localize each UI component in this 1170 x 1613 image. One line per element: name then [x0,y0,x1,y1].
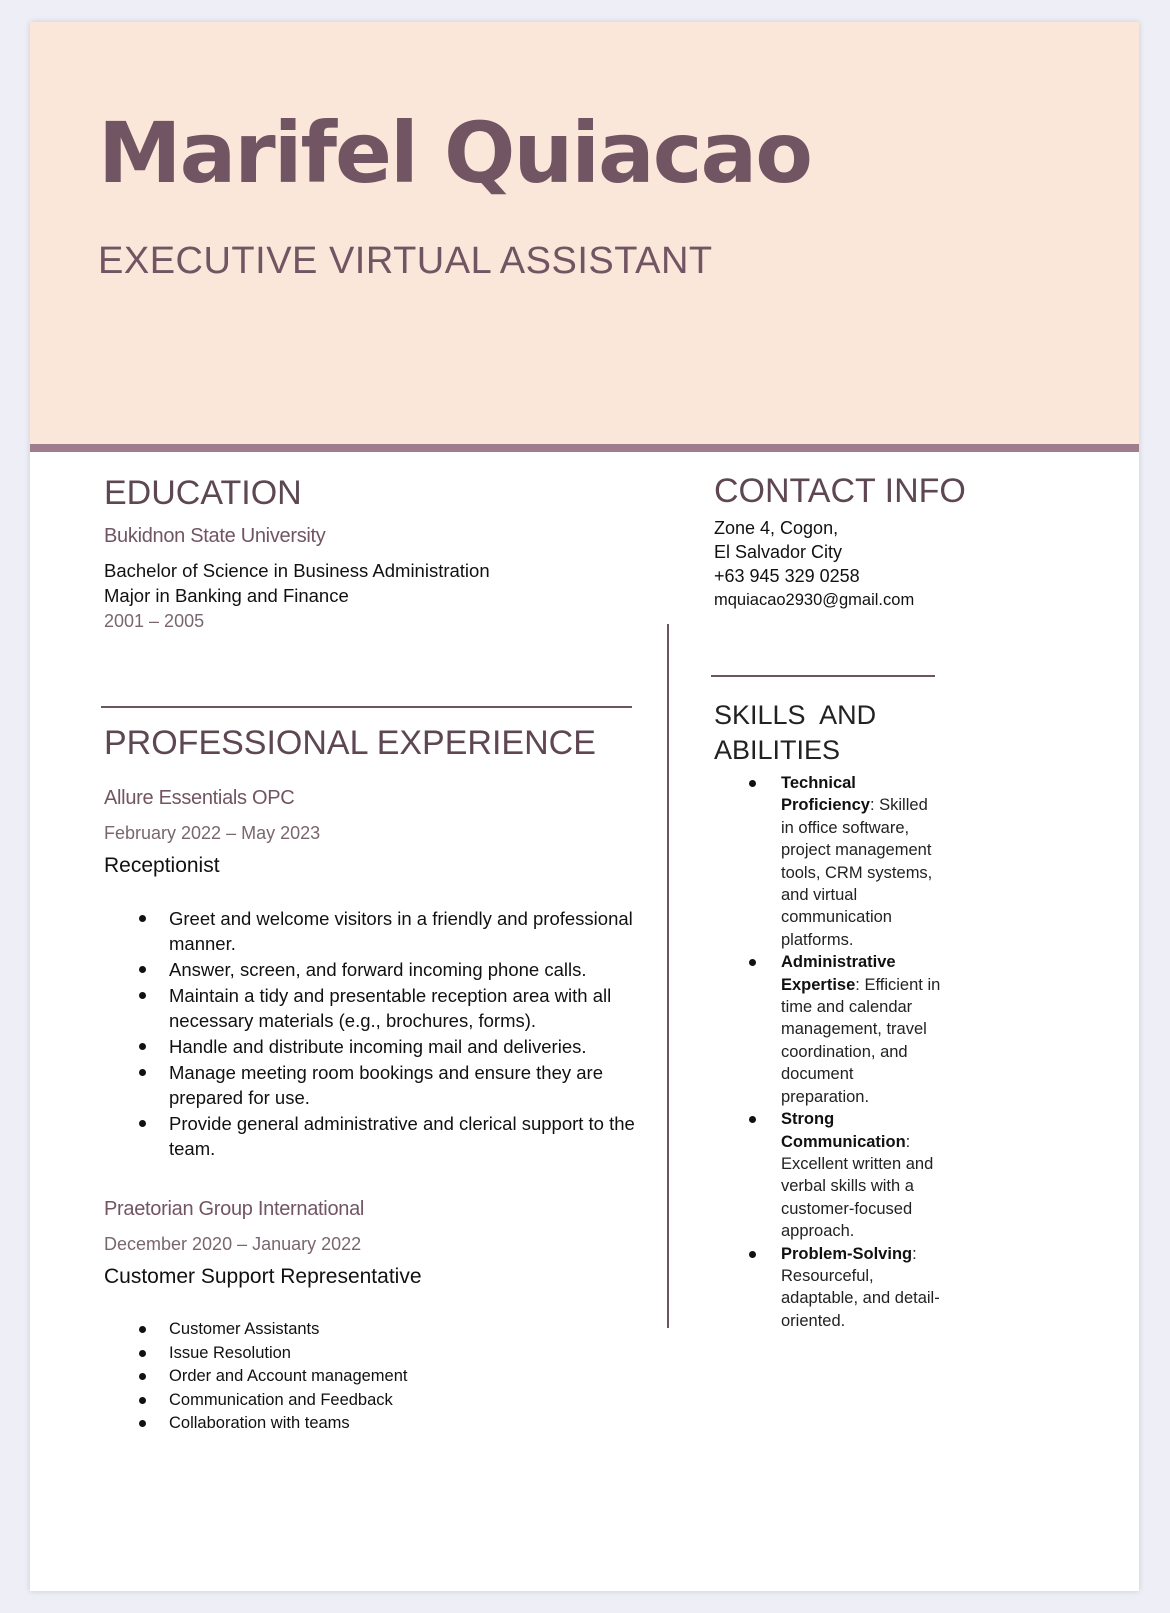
contact-block [714,516,914,612]
header-banner [30,22,1139,444]
job-company: Allure Essentials OPC [104,787,295,809]
job-dates: February 2022 – May 2023 [104,823,321,843]
list-item: Collaboration with teams [104,1412,604,1436]
skill-text: : Skilled in office software, project management tools, CRM systems, and virtual communication platforms. [781,796,933,949]
candidate-name: Marifel Quiacao [98,104,811,202]
education-major: Major in Banking and Finance [104,585,349,606]
skill-label: Problem-Solving [781,1244,913,1263]
skill-label: Administrative Expertise [781,953,896,994]
list-item: Answer, screen, and forward incoming phone calls. [104,957,644,982]
education-degree: Bachelor of Science in Business Administration [104,560,490,581]
skills-list [714,772,944,1332]
list-item: Communication and Feedback [104,1389,604,1413]
skill-label: Technical Proficiency [781,774,870,815]
list-item: Order and Account management [104,1365,604,1389]
skill-text: : Excellent written and verbal skills with a customer-focused approach. [781,1132,934,1241]
column-divider [667,624,669,1328]
education-school: Bukidnon State University [104,525,326,547]
skills-heading-line2: ABILITIES [714,735,841,765]
contact-address-line2: El Salvador City [714,542,843,562]
list-item [714,1243,944,1333]
job-position: Customer Support Representative [104,1265,422,1288]
contact-phone: +63 945 329 0258 [714,566,860,586]
job-duties-list [104,1318,604,1436]
contact-heading: CONTACT INFO [714,472,966,510]
skill-text: : Resourceful, adaptable, and detail-oriented. [781,1244,940,1330]
job-position: Receptionist [104,854,220,877]
contact-email: mquiacao2930@gmail.com [714,591,915,609]
experience-heading: PROFESSIONAL EXPERIENCE [104,724,596,762]
list-item: Maintain a tidy and presentable reception area with all necessary materials (e.g., brochures, forms). [104,983,644,1033]
list-item: Handle and distribute incoming mail and deliveries. [104,1034,644,1059]
skills-heading [714,698,876,768]
job-dates: December 2020 – January 2022 [104,1234,362,1254]
list-item [714,951,944,1108]
contact-divider [711,675,935,677]
list-item [714,1108,944,1242]
education-divider [101,706,632,708]
job-company: Praetorian Group International [104,1198,365,1220]
skill-label: Strong Communication [781,1110,906,1151]
list-item: Issue Resolution [104,1342,604,1366]
contact-address-line1: Zone 4, Cogon, [714,518,839,538]
candidate-title: EXECUTIVE VIRTUAL ASSISTANT [98,240,713,282]
list-item: Manage meeting room bookings and ensure they are prepared for use. [104,1060,644,1110]
skill-text: : Efficient in time and calendar management, travel coordination, and document preparation. [781,975,941,1106]
education-years: 2001 – 2005 [104,611,205,631]
list-item: Greet and welcome visitors in a friendly and professional manner. [104,906,644,956]
list-item [714,772,944,951]
education-heading: EDUCATION [104,474,302,512]
job-duties-list [104,906,644,1161]
list-item: Provide general administrative and clerical support to the team. [104,1111,644,1161]
skills-heading-line1: SKILLS AND [714,700,877,730]
list-item: Customer Assistants [104,1318,604,1342]
resume-page [30,22,1139,1591]
header-divider [30,444,1139,452]
